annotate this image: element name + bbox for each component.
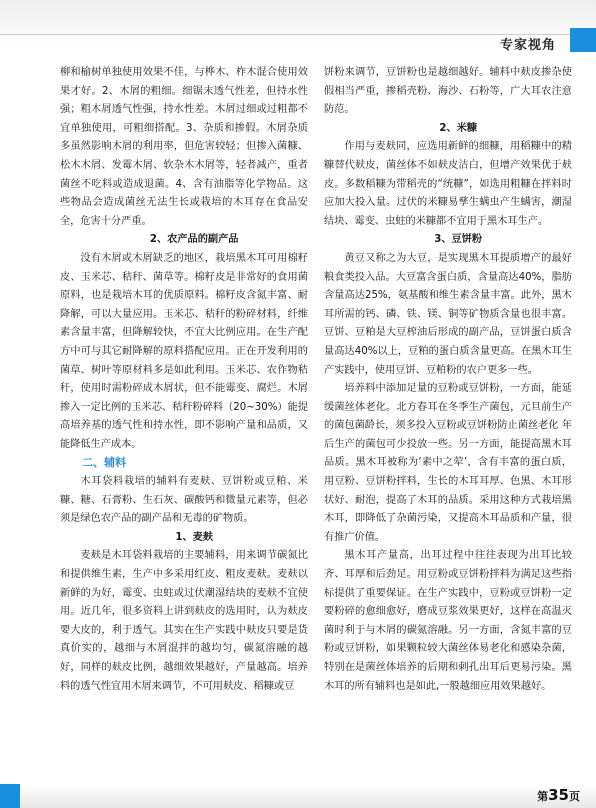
- paragraph: 饼粉来调节，豆饼粉也是越细越好。辅料中麸皮掺杂使假相当严重，掺稻壳粉、海沙、石粉等，广大耳农注意防范。: [324, 67, 572, 116]
- paragraph: 培养料中添加足量的豆粉或豆饼粉，一方面，能延缓菌丝体老化。北方春耳在冬季生产菌包，元旦前生产的菌包菌龄长，须多投入豆粉或豆饼粉防止菌丝老化 年后生产的菌包可少投放一些。另一方面，能提高黑木耳品质。黑木耳被称为‘素中之荤’，含有丰富的蛋白质，用豆粉、豆饼粉拌料，生长的木耳耳厚、色黑、木耳形状好、耐泡，提高了木耳的品质。采用这种方式栽培黑木耳，即降低了杂菌污染，又提高木耳品质和产量，很有推广价值。: [324, 383, 572, 543]
- page-number-value: 35: [548, 786, 569, 804]
- subheading: 3、豆饼粉: [434, 234, 483, 246]
- paragraph: 没有木屑或木屑缺乏的地区，栽培黑木耳可用棉籽皮、玉米芯、秸秆、菌草等。棉籽皮是非常好的食用菌原料，也是栽培木耳的优质原料。棉籽皮含氮丰富、耐降解，可以大量应用。玉米芯、秸秆的粉碎材料，纤维素含量丰富，但降解较快，不宜大比例应用。在生产配方中可与其它耐降解的原料搭配应用。正在开发利用的菌草、树叶等原材料多是如此利用。玉米芯、农作物秸秆，使用时需粉碎成木屑状，但不能霉变、腐烂。木屑掺入一定比例的玉米芯、秸秆粉碎料（20~30%）能提高培养基的透气性和持水性，即不影响产量和品质，又能降低生产成本。: [60, 252, 308, 450]
- footer-band: [0, 784, 596, 808]
- subheading: 2、米糠: [439, 122, 478, 134]
- paragraph: 麦麸是木耳袋料栽培的主要辅料，用来调节碳氮比和提供维生素，生产中多采用红皮、粗皮麦麸。麦麸以新鲜的为好，霉变、虫蛀或过伏潮湿结块的麦麸不宜使用。近几年，很多资料上讲到麸皮的选用时，认为麸皮要大皮的，利于透气。其实在生产实践中麸皮只要是货真价实的，越细与木屑混拌的越均匀，碳氮溶融的越好，同样的麸皮比例，越细效果越好，产量越高。培养料的透气性宜用木屑来调节，不可用麸皮、稻糠或豆: [60, 550, 308, 692]
- paragraph: 黑木耳产量高，出耳过程中往往表现为出耳比较齐、耳厚和后劲足。用豆粉或豆饼粉拌料为满足这些指标提供了重要保证。在生产实践中，豆粉或豆饼粉一定要粉碎的愈细愈好，磨成豆浆效果更好，这样在高温灭菌时利于与木屑的碳氮溶融。另一方面，含氮丰富的豆粉或豆饼粉，如果颗粒较大菌丝体易老化和感染杂菌，特别在是菌丝体培养的后期和刺孔出耳后更易污染。黑木耳的所有辅料也是如此,一般越细应用效果越好。: [324, 550, 572, 692]
- section-heading: 二、辅料: [82, 456, 126, 470]
- right-column: [324, 64, 572, 696]
- subheading: 1、麦麸: [175, 531, 214, 543]
- paragraph: 黄豆又称之为大豆，是实现黑木耳提质增产的最好粮食类投入品。大豆富含蛋白质，含量高达40%，脂肪含量高达25%，氨基酸和维生素含量丰富。此外，黑木耳所需的钙、磷、铁、镁、铜等矿物质含量也很丰富。豆饼、豆粕是大豆榨油后形成的副产品，豆饼蛋白质含量高达40%以上，豆粕的蛋白质含量更高。在黑木耳生产实践中，使用豆饼、豆粕粉的农户更多一些。: [324, 252, 572, 376]
- paragraph: 木耳袋料栽培的辅料有麦麸、豆饼粉或豆粕、米糠、糖、石膏粉、生石灰、碳酸钙和微量元素等，但必须是绿色农产品的副产品和无毒的矿物质。: [60, 476, 308, 525]
- left-column: [60, 64, 308, 696]
- subheading: 2、农产品的副产品: [149, 234, 239, 246]
- page-number: [537, 786, 580, 804]
- page-prefix: 第: [537, 790, 549, 803]
- header-accent-tab: [570, 28, 596, 52]
- section-title: 专家视角: [499, 38, 556, 53]
- footer-accent-tab: [0, 784, 20, 808]
- paragraph: 柳和榆树单独使用效果不佳，与桦木、柞木混合使用效果才好。2、木屑的粗细。细锯末透气性差，但持水性强；粗木屑透气性强，持水性差。木屑过细或过粗都不宜单独使用，可粗细搭配。3、杂质和掺假。木屑杂质多虽然影响木屑的利用率，但危害较轻；但掺入菌糠、松木木屑、发霉木屑、软杂木木屑等，轻者减产，重者菌丝不吃料或造成退菌。4、含有油脂等化学物品。这些物品会造成菌丝无法生长或栽培的木耳存在食品安全，危害十分严重。: [60, 67, 308, 227]
- paragraph: 作用与麦麸同，应选用新鲜的细糠，用稻糠中的精糠替代麸皮，菌丝体不如麸皮洁白，但增产效果优于麸皮。多数稻糠为带稻壳的“统糠”，如选用粗糠在拌料时应加大投入量。过伏的米糠易孳生螨虫产生螨害，潮湿结块、霉变、虫蛀的米糠都不宜用于黑木耳生产。: [324, 141, 572, 227]
- page-suffix: 页: [569, 790, 580, 803]
